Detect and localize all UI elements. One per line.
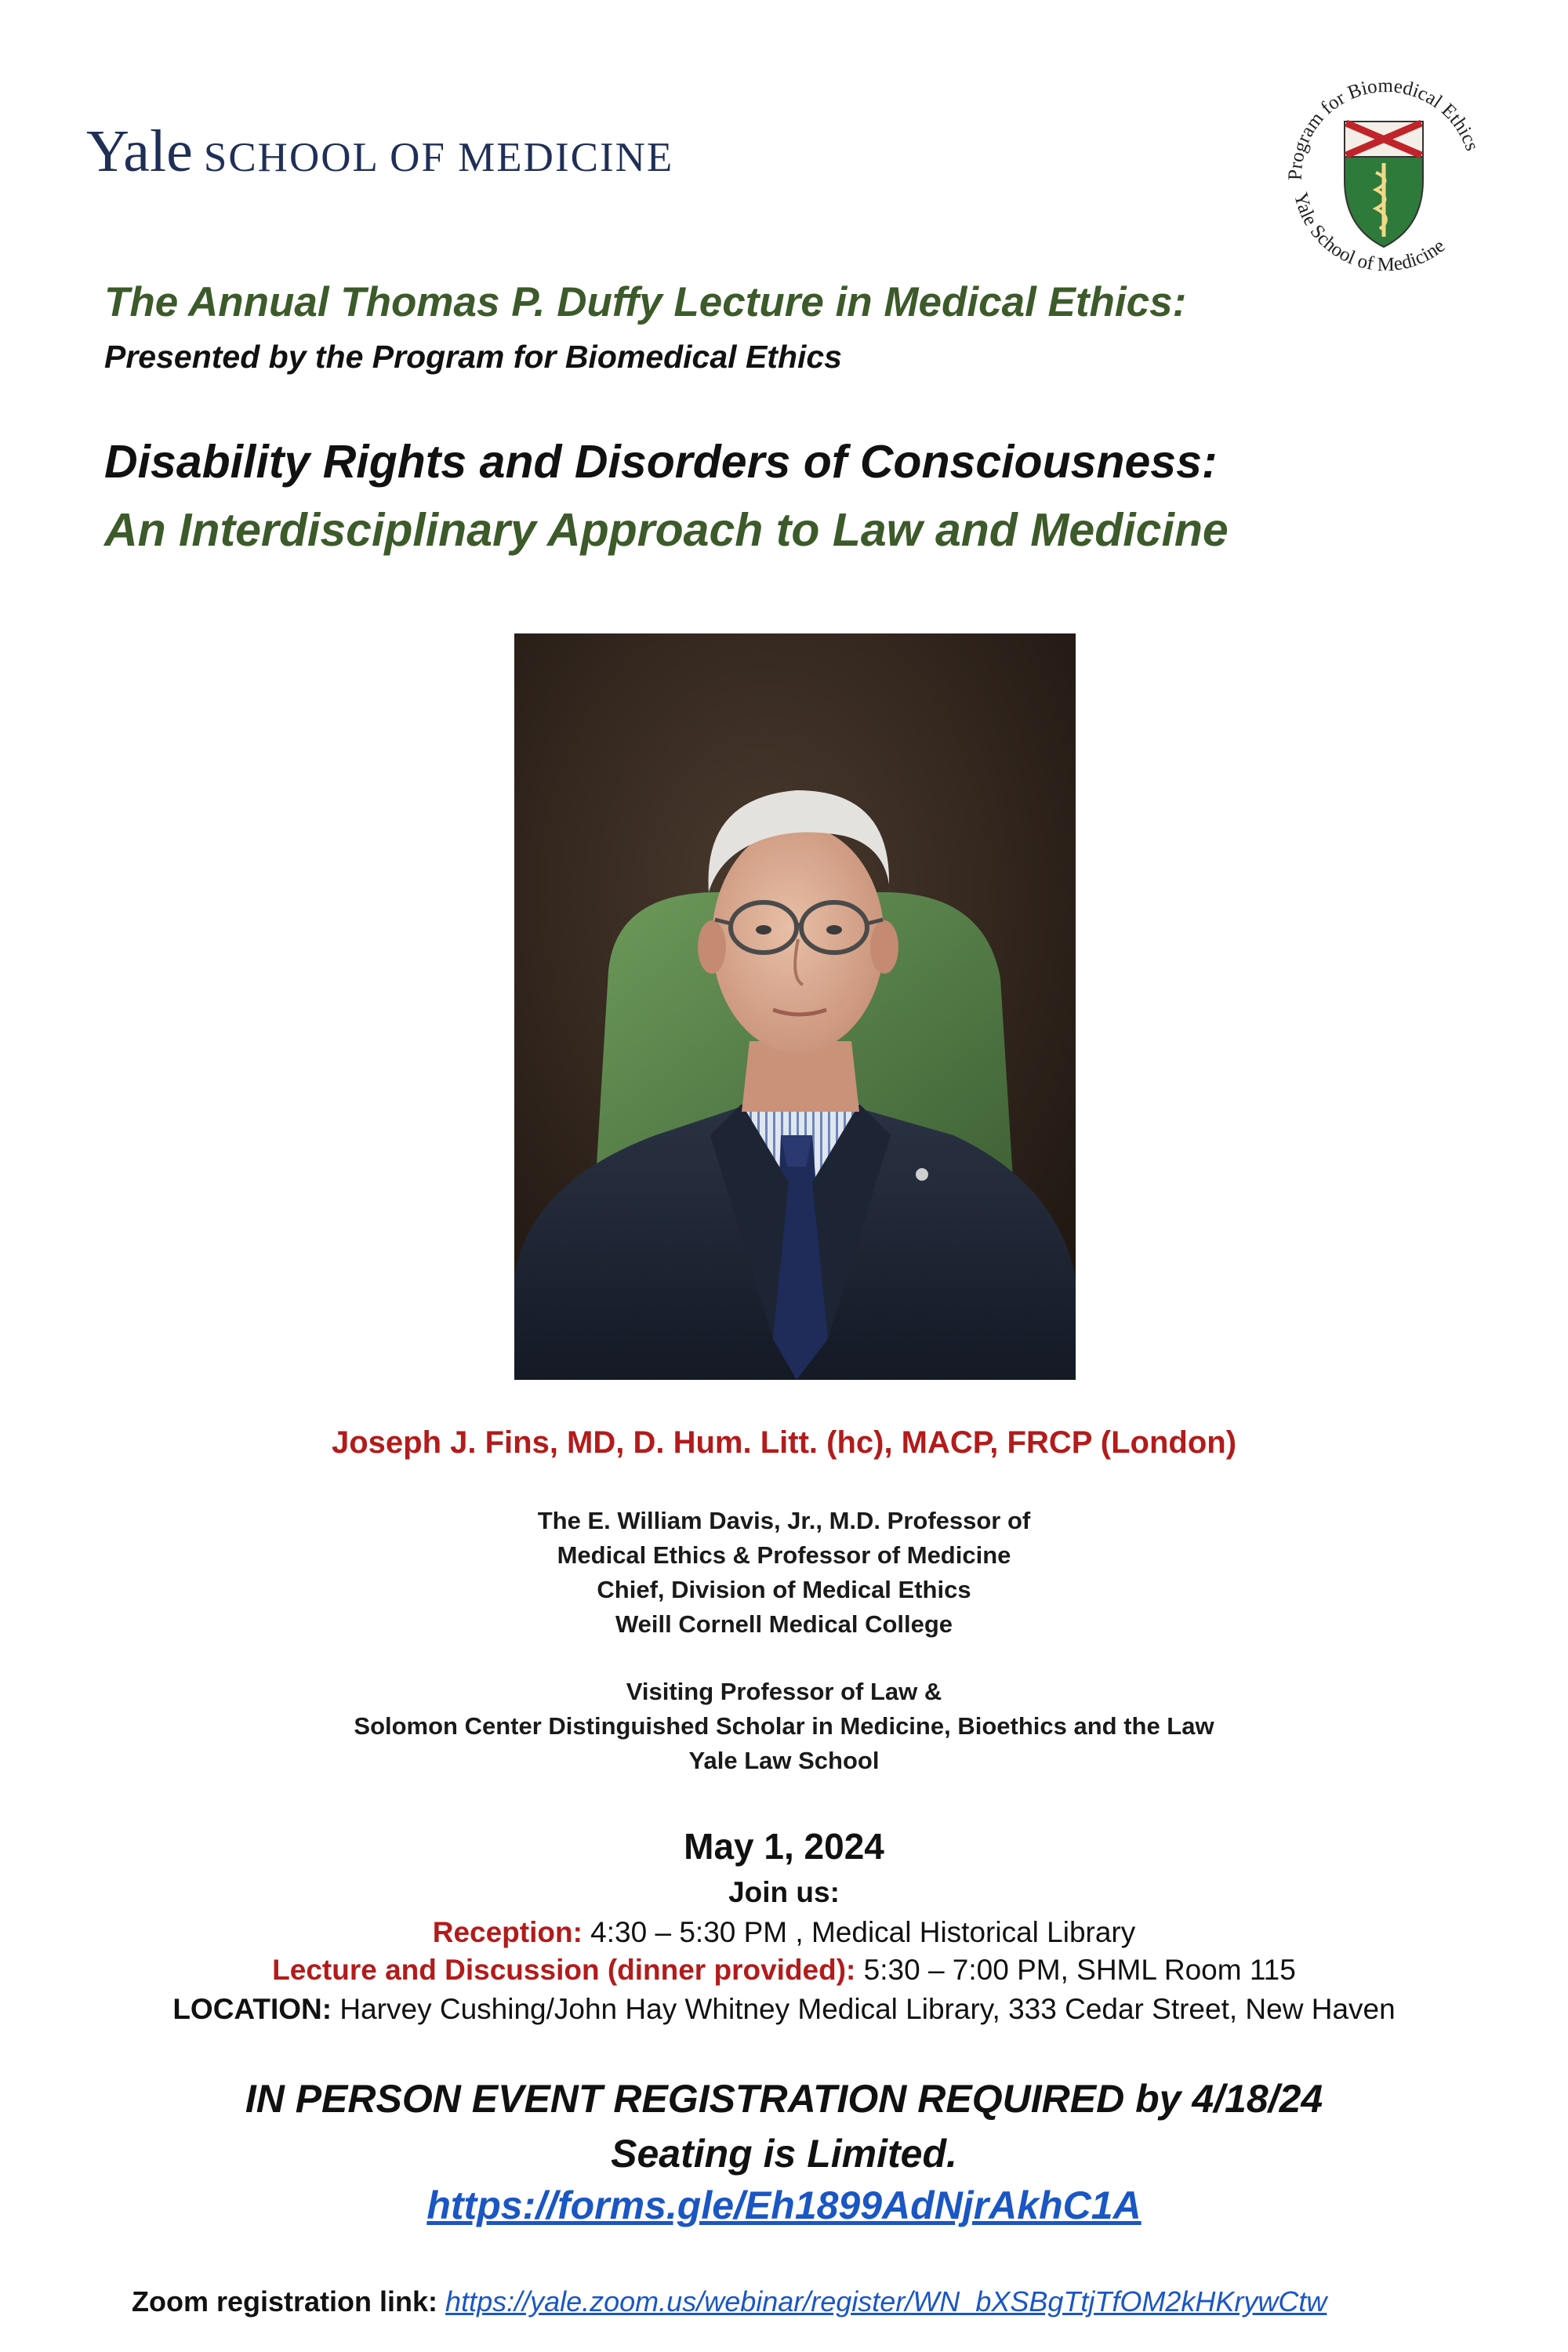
talk-title: Disability Rights and Disorders of Consciousness: [104, 436, 1218, 488]
logo-yale-word: Yale [86, 118, 193, 184]
registration-form-link[interactable]: https://forms.gle/Eh1899AdNjrAkhC1A [426, 2183, 1142, 2227]
affiliation-line: Yale Law School [688, 1747, 880, 1774]
yale-school-of-medicine-logo [86, 118, 673, 186]
logo-school-text: SCHOOL OF MEDICINE [203, 135, 674, 180]
talk-subtitle: An Interdisciplinary Approach to Law and Medicine [104, 504, 1229, 556]
zoom-registration-link[interactable]: https://yale.zoom.us/webinar/register/WN_bXSBgTtjTfOM2kHKrywCtw [445, 2285, 1327, 2318]
presented-by-line: Presented by the Program for Biomedical Ethics [104, 339, 842, 375]
seal-top-text: Program for Biomedical Ethics [1284, 75, 1483, 181]
speaker-affiliation-weill-cornell [0, 1504, 1568, 1642]
location-details: Harvey Cushing/John Hay Whitney Medical Library, 333 Cedar Street, New Haven [332, 1993, 1396, 2025]
affiliation-line: Solomon Center Distinguished Scholar in Medicine, Bioethics and the Law [354, 1712, 1214, 1740]
zoom-label: Zoom registration link: [132, 2285, 438, 2318]
speaker-affiliation-yale-law [0, 1675, 1568, 1778]
biomedical-ethics-seal-icon [1270, 55, 1497, 282]
affiliation-line: Medical Ethics & Professor of Medicine [557, 1541, 1011, 1569]
affiliation-line: Visiting Professor of Law & [626, 1678, 942, 1705]
speaker-name: Joseph J. Fins, MD, D. Hum. Litt. (hc), MACP, FRCP (London) [331, 1425, 1237, 1460]
seating-limited-notice: Seating is Limited. [611, 2132, 957, 2176]
join-us-text: Join us: [728, 1876, 840, 1908]
lecture-series-title: The Annual Thomas P. Duffy Lecture in Medical Ethics: [104, 279, 1187, 325]
zoom-registration-line [132, 2285, 1327, 2318]
lecture-details: 5:30 – 7:00 PM, SHML Room 115 [855, 1954, 1296, 1986]
location-label: LOCATION: [172, 1993, 332, 2025]
affiliation-line: Weill Cornell Medical College [615, 1610, 953, 1638]
location-line [0, 1993, 1568, 2026]
reception-line [0, 1916, 1568, 1949]
reception-label: Reception: [432, 1916, 583, 1948]
event-date: May 1, 2024 [684, 1826, 884, 1867]
registration-required-notice: IN PERSON EVENT REGISTRATION REQUIRED by 4/18/24 [245, 2077, 1323, 2121]
reception-details: 4:30 – 5:30 PM , Medical Historical Library [582, 1916, 1136, 1948]
speaker-portrait-photo [514, 633, 1076, 1380]
lecture-label: Lecture and Discussion (dinner provided): [272, 1954, 856, 1986]
seal-bottom-text: Yale School of Medicine [1290, 190, 1450, 276]
affiliation-line: Chief, Division of Medical Ethics [597, 1576, 971, 1603]
lecture-line [0, 1954, 1568, 1987]
affiliation-line: The E. William Davis, Jr., M.D. Professor of [537, 1507, 1031, 1534]
